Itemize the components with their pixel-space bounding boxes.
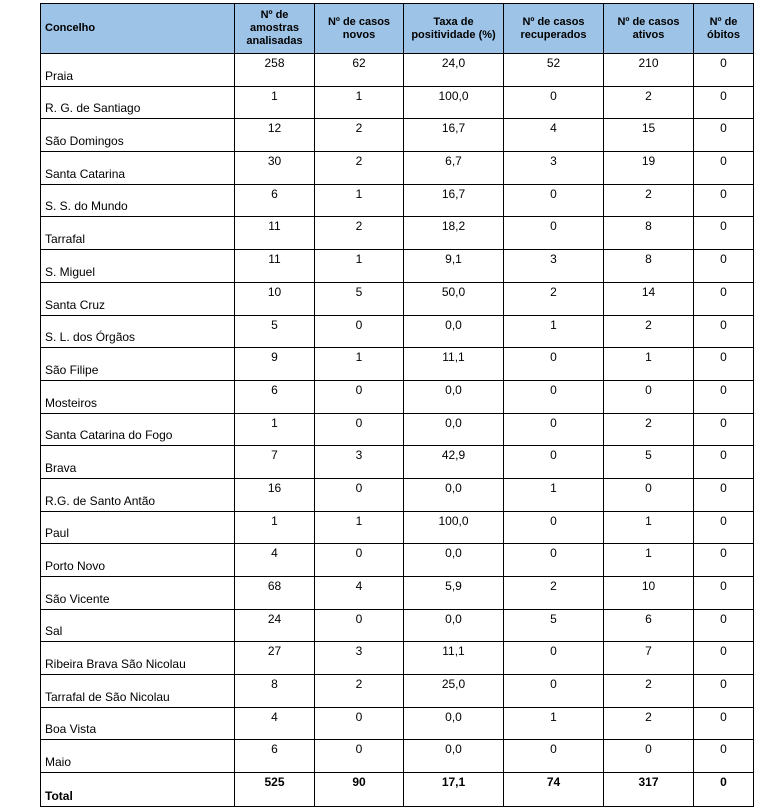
cell-concelho: R. G. de Santiago [41, 86, 235, 119]
cell-obitos: 0 [694, 217, 754, 250]
covid-stats-table [40, 3, 754, 807]
cell-obitos: 0 [694, 413, 754, 446]
cell-taxa: 11,1 [404, 348, 504, 381]
table-row [41, 675, 754, 708]
cell-casos-novos: 1 [315, 250, 404, 283]
cell-concelho: Ribeira Brava São Nicolau [41, 642, 235, 675]
cell-recuperados: 0 [504, 544, 604, 577]
cell-taxa: 100,0 [404, 511, 504, 544]
cell-ativos: 2 [604, 184, 694, 217]
cell-casos-novos: 3 [315, 642, 404, 675]
cell-casos-novos: 3 [315, 446, 404, 479]
cell-casos-novos: 0 [315, 707, 404, 740]
table-row [41, 184, 754, 217]
cell-casos-novos: 2 [315, 675, 404, 708]
cell-casos-novos: 0 [315, 380, 404, 413]
cell-amostras: 8 [235, 675, 315, 708]
cell-concelho: Paul [41, 511, 235, 544]
cell-taxa: 42,9 [404, 446, 504, 479]
table-row [41, 282, 754, 315]
cell-recuperados: 1 [504, 707, 604, 740]
cell-casos-novos: 0 [315, 544, 404, 577]
header-casos-recuperados: Nº de casos recuperados [504, 4, 604, 54]
table-row [41, 86, 754, 119]
cell-obitos: 0 [694, 380, 754, 413]
cell-obitos: 0 [694, 642, 754, 675]
cell-concelho: Santa Catarina [41, 152, 235, 185]
cell-obitos: 0 [694, 348, 754, 381]
cell-recuperados: 1 [504, 315, 604, 348]
cell-ativos: 5 [604, 446, 694, 479]
cell-taxa: 9,1 [404, 250, 504, 283]
cell-casos-novos: 0 [315, 478, 404, 511]
table-row [41, 740, 754, 773]
cell-ativos: 1 [604, 544, 694, 577]
cell-ativos: 2 [604, 675, 694, 708]
cell-recuperados: 3 [504, 250, 604, 283]
cell-concelho: Santa Cruz [41, 282, 235, 315]
cell-obitos: 0 [694, 282, 754, 315]
cell-concelho: Sal [41, 609, 235, 642]
cell-casos-novos: 90 [315, 773, 404, 807]
cell-concelho: Porto Novo [41, 544, 235, 577]
table-row [41, 348, 754, 381]
cell-recuperados: 3 [504, 152, 604, 185]
cell-amostras: 6 [235, 184, 315, 217]
cell-taxa: 16,7 [404, 184, 504, 217]
cell-taxa: 24,0 [404, 54, 504, 87]
table-row [41, 511, 754, 544]
cell-casos-novos: 0 [315, 315, 404, 348]
cell-ativos: 7 [604, 642, 694, 675]
cell-casos-novos: 1 [315, 348, 404, 381]
cell-recuperados: 0 [504, 184, 604, 217]
cell-taxa: 0,0 [404, 609, 504, 642]
cell-ativos: 15 [604, 119, 694, 152]
cell-recuperados: 2 [504, 282, 604, 315]
cell-concelho: Santa Catarina do Fogo [41, 413, 235, 446]
cell-obitos: 0 [694, 707, 754, 740]
table-row [41, 54, 754, 87]
cell-recuperados: 0 [504, 642, 604, 675]
cell-taxa: 0,0 [404, 380, 504, 413]
cell-recuperados: 0 [504, 217, 604, 250]
cell-recuperados: 0 [504, 675, 604, 708]
cell-concelho: Tarrafal de São Nicolau [41, 675, 235, 708]
table-row [41, 446, 754, 479]
cell-recuperados: 1 [504, 478, 604, 511]
cell-amostras: 9 [235, 348, 315, 381]
cell-concelho: S. L. dos Órgãos [41, 315, 235, 348]
cell-casos-novos: 0 [315, 740, 404, 773]
cell-casos-novos: 4 [315, 577, 404, 610]
cell-casos-novos: 5 [315, 282, 404, 315]
cell-obitos: 0 [694, 577, 754, 610]
cell-taxa: 0,0 [404, 707, 504, 740]
cell-taxa: 0,0 [404, 478, 504, 511]
cell-amostras: 27 [235, 642, 315, 675]
cell-ativos: 317 [604, 773, 694, 807]
header-casos-ativos: Nº de casos ativos [604, 4, 694, 54]
cell-casos-novos: 1 [315, 86, 404, 119]
cell-recuperados: 0 [504, 86, 604, 119]
table-row [41, 217, 754, 250]
cell-amostras: 10 [235, 282, 315, 315]
cell-concelho: S. Miguel [41, 250, 235, 283]
table-row [41, 152, 754, 185]
cell-concelho: R.G. de Santo Antão [41, 478, 235, 511]
cell-amostras: 11 [235, 217, 315, 250]
cell-casos-novos: 1 [315, 184, 404, 217]
header-row [41, 4, 754, 54]
cell-taxa: 11,1 [404, 642, 504, 675]
cell-taxa: 100,0 [404, 86, 504, 119]
cell-obitos: 0 [694, 86, 754, 119]
cell-obitos: 0 [694, 250, 754, 283]
cell-amostras: 1 [235, 511, 315, 544]
cell-taxa: 0,0 [404, 315, 504, 348]
cell-recuperados: 52 [504, 54, 604, 87]
cell-concelho: Maio [41, 740, 235, 773]
cell-amostras: 4 [235, 544, 315, 577]
header-obitos: Nº de óbitos [694, 4, 754, 54]
cell-recuperados: 74 [504, 773, 604, 807]
cell-taxa: 18,2 [404, 217, 504, 250]
cell-obitos: 0 [694, 773, 754, 807]
cell-recuperados: 0 [504, 511, 604, 544]
cell-taxa: 25,0 [404, 675, 504, 708]
cell-concelho: São Vicente [41, 577, 235, 610]
cell-obitos: 0 [694, 609, 754, 642]
cell-amostras: 68 [235, 577, 315, 610]
table-row [41, 577, 754, 610]
cell-obitos: 0 [694, 511, 754, 544]
cell-amostras: 5 [235, 315, 315, 348]
cell-taxa: 0,0 [404, 544, 504, 577]
cell-taxa: 16,7 [404, 119, 504, 152]
cell-obitos: 0 [694, 740, 754, 773]
cell-ativos: 10 [604, 577, 694, 610]
cell-amostras: 30 [235, 152, 315, 185]
cell-recuperados: 2 [504, 577, 604, 610]
cell-ativos: 14 [604, 282, 694, 315]
cell-amostras: 6 [235, 380, 315, 413]
cell-obitos: 0 [694, 675, 754, 708]
table-row [41, 642, 754, 675]
cell-recuperados: 0 [504, 348, 604, 381]
cell-ativos: 1 [604, 348, 694, 381]
cell-ativos: 0 [604, 478, 694, 511]
cell-obitos: 0 [694, 119, 754, 152]
cell-casos-novos: 2 [315, 119, 404, 152]
cell-amostras: 16 [235, 478, 315, 511]
cell-obitos: 0 [694, 446, 754, 479]
cell-ativos: 2 [604, 707, 694, 740]
table-row [41, 707, 754, 740]
cell-casos-novos: 2 [315, 152, 404, 185]
header-concelho: Concelho [41, 4, 235, 54]
cell-recuperados: 5 [504, 609, 604, 642]
header-taxa-positividade: Taxa de positividade (%) [404, 4, 504, 54]
cell-amostras: 24 [235, 609, 315, 642]
cell-ativos: 19 [604, 152, 694, 185]
cell-recuperados: 0 [504, 380, 604, 413]
cell-taxa: 17,1 [404, 773, 504, 807]
cell-casos-novos: 0 [315, 413, 404, 446]
cell-taxa: 6,7 [404, 152, 504, 185]
cell-concelho: Total [41, 773, 235, 807]
cell-amostras: 1 [235, 413, 315, 446]
cell-taxa: 0,0 [404, 413, 504, 446]
cell-concelho: Boa Vista [41, 707, 235, 740]
cell-amostras: 12 [235, 119, 315, 152]
cell-ativos: 210 [604, 54, 694, 87]
total-row [41, 773, 754, 807]
cell-casos-novos: 0 [315, 609, 404, 642]
cell-casos-novos: 2 [315, 217, 404, 250]
cell-obitos: 0 [694, 478, 754, 511]
cell-amostras: 7 [235, 446, 315, 479]
cell-concelho: Brava [41, 446, 235, 479]
cell-obitos: 0 [694, 544, 754, 577]
table-row [41, 250, 754, 283]
cell-recuperados: 0 [504, 740, 604, 773]
cell-recuperados: 4 [504, 119, 604, 152]
cell-recuperados: 0 [504, 413, 604, 446]
cell-obitos: 0 [694, 315, 754, 348]
table-row [41, 544, 754, 577]
cell-ativos: 2 [604, 86, 694, 119]
cell-obitos: 0 [694, 54, 754, 87]
cell-concelho: São Domingos [41, 119, 235, 152]
cell-taxa: 5,9 [404, 577, 504, 610]
cell-amostras: 4 [235, 707, 315, 740]
cell-casos-novos: 1 [315, 511, 404, 544]
cell-concelho: Tarrafal [41, 217, 235, 250]
cell-taxa: 50,0 [404, 282, 504, 315]
cell-obitos: 0 [694, 152, 754, 185]
header-amostras: Nº de amostras analisadas [235, 4, 315, 54]
cell-concelho: Mosteiros [41, 380, 235, 413]
cell-concelho: Praia [41, 54, 235, 87]
cell-amostras: 525 [235, 773, 315, 807]
cell-concelho: S. S. do Mundo [41, 184, 235, 217]
table-row [41, 609, 754, 642]
table-row [41, 315, 754, 348]
table-row [41, 413, 754, 446]
table-row [41, 380, 754, 413]
cell-ativos: 6 [604, 609, 694, 642]
cell-ativos: 8 [604, 250, 694, 283]
cell-taxa: 0,0 [404, 740, 504, 773]
table-row [41, 119, 754, 152]
cell-amostras: 1 [235, 86, 315, 119]
table-row [41, 478, 754, 511]
cell-recuperados: 0 [504, 446, 604, 479]
cell-ativos: 2 [604, 413, 694, 446]
cell-amostras: 6 [235, 740, 315, 773]
cell-ativos: 8 [604, 217, 694, 250]
cell-ativos: 0 [604, 740, 694, 773]
cell-ativos: 2 [604, 315, 694, 348]
cell-amostras: 11 [235, 250, 315, 283]
cell-ativos: 0 [604, 380, 694, 413]
cell-ativos: 1 [604, 511, 694, 544]
cell-casos-novos: 62 [315, 54, 404, 87]
cell-amostras: 258 [235, 54, 315, 87]
cell-concelho: São Filipe [41, 348, 235, 381]
header-casos-novos: Nº de casos novos [315, 4, 404, 54]
cell-obitos: 0 [694, 184, 754, 217]
